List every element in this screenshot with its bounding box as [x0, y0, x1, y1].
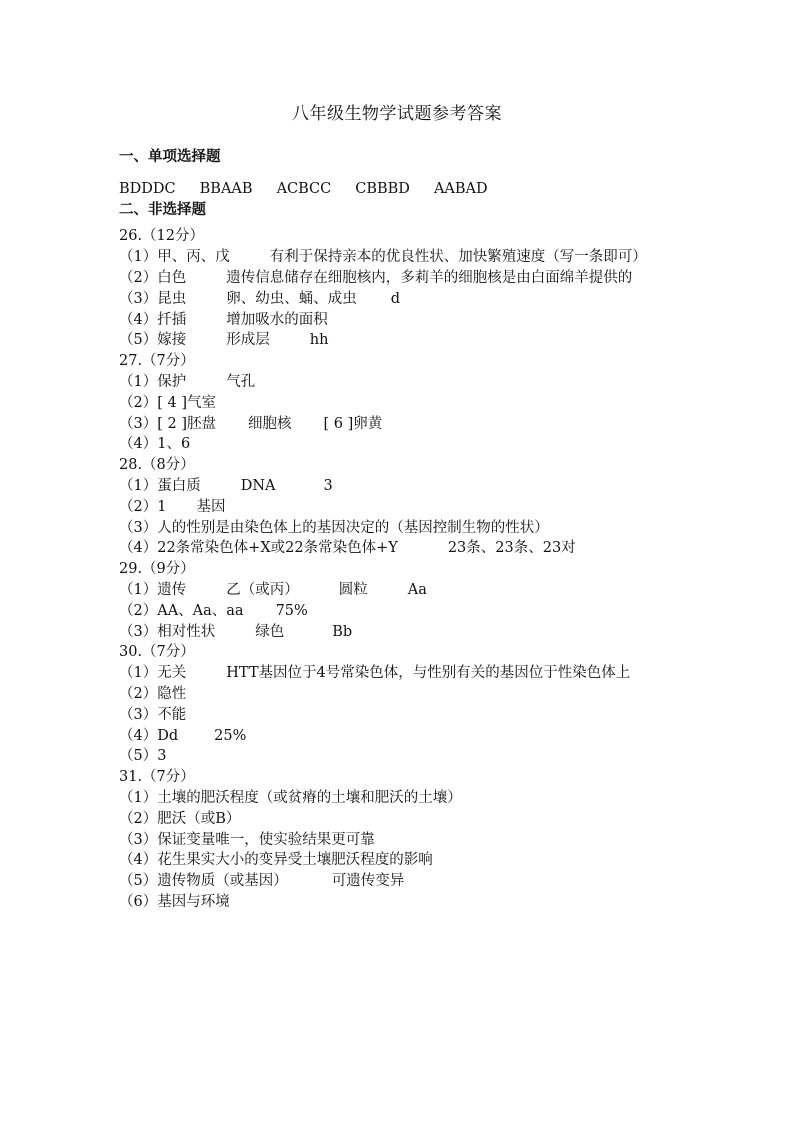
- q26-line-3: [119, 289, 679, 310]
- answer-group-3: ACBCC: [276, 180, 332, 197]
- q27-3-answer-a: （3）[ 2 ]胚盘: [119, 415, 216, 432]
- q27-line-3: [119, 414, 679, 435]
- section-heading-non-choice: 二、非选择题: [119, 201, 206, 218]
- q30-line-3: （3）不能: [119, 706, 187, 723]
- q28-line-3: （3）人的性别是由染色体上的基因决定的（基因控制生物的性状）: [119, 519, 549, 536]
- page-title: 八年级生物学试题参考答案: [292, 104, 502, 124]
- q28-1-answer-c: 3: [323, 477, 333, 494]
- q26-5-answer-a: （5）嫁接: [119, 332, 187, 349]
- q26-line-2: [119, 268, 679, 289]
- q29-header: 29.（9分）: [119, 561, 195, 578]
- q31-line-6: （6）基因与环境: [119, 893, 230, 910]
- q28-line-2: [119, 497, 679, 518]
- q29-1-answer-d: Aa: [407, 581, 427, 598]
- q27-1-answer-a: （1）保护: [119, 373, 187, 390]
- q28-2-answer-b: 基因: [196, 498, 226, 515]
- q27-line-1: [119, 372, 679, 393]
- q29-3-answer-a: （3）相对性状: [119, 623, 216, 640]
- q26-3-answer-b: 卵、幼虫、蛹、成虫: [226, 290, 357, 307]
- single-choice-answers: [119, 179, 679, 200]
- q27-line-4: （4）1、6: [119, 436, 191, 453]
- q26-5-answer-c: hh: [309, 332, 329, 349]
- q30-header: 30.（7分）: [119, 644, 195, 661]
- q28-header: 28.（8分）: [119, 457, 195, 474]
- q31-5-answer-b: 可遗传变异: [331, 873, 405, 890]
- q26-1-answer-a: （1）甲、丙、戊: [119, 249, 230, 266]
- q31-line-2: （2）肥沃（或B）: [119, 810, 241, 827]
- q26-4-answer-a: （4）扦插: [119, 311, 187, 328]
- q26-2-answer-a: （2）白色: [119, 269, 187, 286]
- q26-4-answer-b: 增加吸水的面积: [226, 311, 328, 328]
- answer-content: [119, 147, 679, 913]
- q26-line-1: [119, 247, 679, 268]
- q29-3-answer-b: 绿色: [255, 623, 285, 640]
- section-heading-single-choice: 一、单项选择题: [119, 149, 221, 165]
- q31-line-1: （1）土壤的肥沃程度（或贫瘠的土壤和肥沃的土壤）: [119, 789, 462, 806]
- q31-line-3: （3）保证变量唯一，使实验结果更可靠: [119, 831, 375, 848]
- q30-1-answer-b: HTT基因位于4号常染色体，与性别有关的基因位于性染色体上: [226, 665, 631, 682]
- q28-line-1: [119, 476, 679, 497]
- q29-line-3: [119, 622, 679, 643]
- answer-group-2: BBAAB: [199, 180, 253, 197]
- q31-line-5: [119, 871, 679, 892]
- answer-group-1: BDDDC: [119, 180, 176, 197]
- q30-line-2: （2）隐性: [119, 685, 187, 702]
- q30-4-answer-b: 25%: [214, 727, 247, 744]
- q28-1-answer-b: DNA: [240, 477, 276, 494]
- q27-3-answer-b: 细胞核: [247, 415, 292, 432]
- q26-2-answer-b: 遗传信息储存在细胞核内，多莉羊的细胞核是由白面绵羊提供的: [226, 269, 633, 286]
- q26-header: 26.（12分）: [119, 228, 205, 245]
- q28-1-answer-a: （1）蛋白质: [119, 477, 201, 494]
- q29-line-1: [119, 580, 679, 601]
- q27-3-answer-c: [ 6 ]卵黄: [323, 415, 383, 432]
- q29-1-answer-a: （1）遗传: [119, 581, 187, 598]
- q26-line-5: [119, 330, 679, 351]
- q30-1-answer-a: （1）无关: [119, 665, 187, 682]
- q31-line-4: （4）花生果实大小的变异受土壤肥沃程度的影响: [119, 852, 433, 869]
- q30-line-5: （5）3: [119, 748, 167, 765]
- q29-3-answer-c: Bb: [332, 623, 353, 640]
- q31-header: 31.（7分）: [119, 769, 195, 786]
- q26-1-answer-b: 有利于保持亲本的优良性状、加快繁殖速度（写一条即可）: [269, 249, 647, 266]
- q27-header: 27.（7分）: [119, 353, 195, 370]
- q29-2-answer-a: （2）AA、Aa、aa: [119, 602, 244, 619]
- q29-1-answer-b: 乙（或丙）: [226, 581, 299, 598]
- q31-5-answer-a: （5）遗传物质（或基因）: [119, 873, 288, 890]
- q29-1-answer-c: 圆粒: [338, 581, 368, 598]
- answer-group-5: AABAD: [433, 180, 488, 197]
- q28-4-answer-b: 23条、23条、23对: [447, 540, 576, 557]
- q28-line-4: [119, 538, 679, 559]
- q26-3-answer-c: d: [390, 290, 401, 307]
- q29-2-answer-b: 75%: [275, 602, 308, 619]
- q27-line-2: （2）[ 4 ]气室: [119, 394, 216, 411]
- answer-group-4: CBBBD: [355, 180, 410, 197]
- q27-1-answer-b: 气孔: [226, 373, 256, 390]
- q29-line-2: [119, 601, 679, 622]
- q30-line-1: [119, 663, 679, 684]
- q30-line-4: [119, 726, 679, 747]
- q26-line-4: [119, 310, 679, 331]
- q26-3-answer-a: （3）昆虫: [119, 290, 187, 307]
- q30-4-answer-a: （4）Dd: [119, 727, 179, 744]
- q28-2-answer-a: （2）1: [119, 498, 167, 515]
- q26-5-answer-b: 形成层: [226, 332, 270, 349]
- q28-4-answer-a: （4）22条常染色体+X或22条常染色体+Y: [119, 540, 398, 557]
